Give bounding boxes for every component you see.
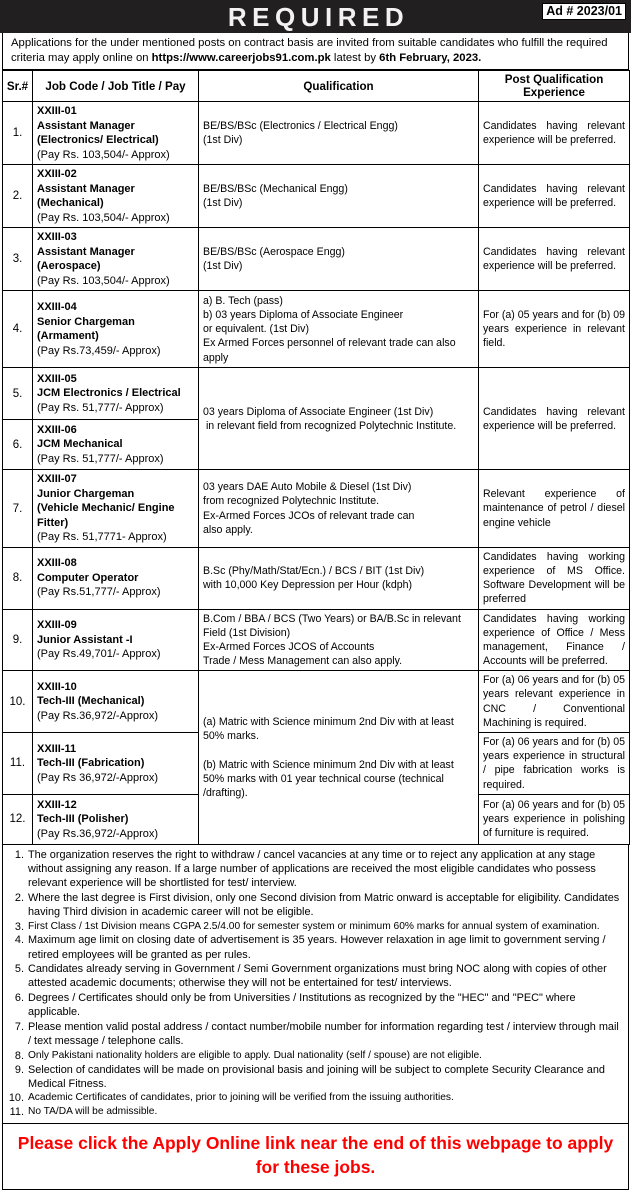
note-item — [6, 920, 623, 933]
header-band — [0, 0, 631, 33]
note-text: Academic Certificates of candidates, prior to joining will be verified from the issuing authorities. — [28, 1092, 454, 1104]
job-pay: (Pay Rs. 51,777/- Approx) — [37, 452, 164, 465]
note-number: 8. — [14, 1049, 24, 1062]
job-title: Computer Operator — [37, 571, 139, 584]
note-number: 1. — [14, 848, 24, 861]
job-subtitle: (Aerospace) — [37, 260, 101, 273]
table-row — [3, 291, 630, 368]
qualification-cell: (a) Matric with Science minimum 2nd Div with at least 50% marks. (b) Matric with Science minimum 2nd Div with at least 50% marks with 01 year technical course (technical /drafting). — [199, 671, 479, 845]
apply-online-notice: Please click the Apply Online link near the end of this webpage to apply for these jobs. — [17, 1132, 614, 1177]
column-header-experience: Post Qualification Experience — [479, 71, 630, 102]
note-item — [6, 1063, 623, 1091]
note-text: First Class / 1st Division means CGPA 2.5/4.00 for semester system or minimum 60% marks for annual system of examination. — [28, 920, 600, 932]
job-code: XXIII-07 — [37, 473, 77, 486]
qualification-cell: BE/BS/BSc (Mechanical Engg) (1st Div) — [199, 165, 479, 228]
job-title: Senior Chargeman — [37, 315, 135, 328]
row-serial-number: 12. — [3, 794, 33, 844]
job-code: XXIII-03 — [37, 231, 77, 244]
job-pay: (Pay Rs. 103,504/- Approx) — [37, 148, 170, 161]
job-code: XXIII-01 — [37, 105, 77, 118]
job-pay: (Pay Rs.73,459/- Approx) — [37, 344, 161, 357]
table-row — [3, 165, 630, 228]
job-cell — [33, 470, 199, 548]
job-cell — [33, 420, 199, 470]
job-cell — [33, 228, 199, 291]
jobs-table — [2, 70, 630, 845]
job-title: Assistant Manager — [37, 119, 135, 132]
job-title: JCM Electronics / Electrical — [37, 387, 181, 400]
intro-paragraph — [11, 36, 622, 66]
job-cell — [33, 368, 199, 420]
job-code: XXIII-05 — [37, 372, 77, 385]
qualification-cell: B.Com / BBA / BCS (Two Years) or BA/B.Sc in relevant Field (1st Division) Ex-Armed Forces JCOS of Accounts Trade / Mess Management can also apply. — [199, 609, 479, 671]
note-text: No TA/DA will be admissible. — [28, 1106, 158, 1118]
job-cell — [33, 671, 199, 733]
job-subtitle: (Mechanical) — [37, 197, 104, 210]
job-title: JCM Mechanical — [37, 438, 123, 451]
experience-cell: Candidates having working experience of MS Office. Software Development will be preferred — [479, 547, 630, 609]
note-text: Candidates already serving in Government / Semi Government organizations must bring NOC along with copies of other attested academic documents; otherwise they will not be entertained for test/ interviews. — [28, 963, 607, 990]
note-number: 4. — [14, 934, 24, 947]
row-serial-number: 6. — [3, 420, 33, 470]
column-header-job: Job Code / Job Title / Pay — [33, 71, 199, 102]
table-row — [3, 228, 630, 291]
table-row — [3, 609, 630, 671]
note-number: 3. — [14, 920, 24, 933]
job-pay: (Pay Rs 36,972/-Approx) — [37, 771, 159, 784]
note-item — [6, 1091, 623, 1104]
table-row — [3, 547, 630, 609]
job-title: Junior Assistant -I — [37, 633, 133, 646]
job-code: XXIII-06 — [37, 423, 77, 436]
job-cell — [33, 794, 199, 844]
job-title: Tech-III (Polisher) — [37, 813, 129, 826]
note-item — [6, 991, 623, 1019]
job-cell — [33, 609, 199, 671]
job-code: XXIII-09 — [37, 619, 77, 632]
note-item — [6, 848, 623, 891]
table-row — [3, 671, 630, 733]
note-item — [6, 933, 623, 961]
note-number: 6. — [14, 992, 24, 1005]
intro-text-part2: latest by — [330, 52, 380, 65]
job-code: XXIII-11 — [37, 742, 77, 755]
note-item — [6, 962, 623, 990]
note-number: 9. — [14, 1063, 24, 1076]
experience-cell: For (a) 06 years and for (b) 05 years experience in structural / pipe fabrication works is required. — [479, 733, 630, 795]
row-serial-number: 9. — [3, 609, 33, 671]
job-pay: (Pay Rs.51,777/- Approx) — [37, 586, 161, 599]
column-header-sr: Sr.# — [3, 71, 33, 102]
note-text: Please mention valid postal address / contact number/mobile number for information regarding test / interview through mail / text message / telephone calls. — [28, 1020, 619, 1048]
apply-url[interactable]: https://www.careerjobs91.com.pk — [151, 52, 331, 65]
experience-cell: Relevant experience of maintenance of petrol / diesel engine vehicle — [479, 470, 630, 548]
notes-list — [6, 848, 623, 1119]
job-cell — [33, 102, 199, 165]
ad-number-badge: Ad # 2023/01 — [542, 3, 626, 20]
job-title: Assistant Manager — [37, 182, 135, 195]
job-title: Tech-III (Mechanical) — [37, 695, 145, 708]
intro-box — [2, 33, 629, 70]
note-number: 11. — [9, 1106, 24, 1119]
qualification-cell: B.Sc (Phy/Math/Stat/Ecn.) / BCS / BIT (1st Div) with 10,000 Key Depression per Hour (kdph) — [199, 547, 479, 609]
note-number: 5. — [14, 963, 24, 976]
note-number: 7. — [14, 1020, 24, 1033]
experience-cell: For (a) 05 years and for (b) 09 years experience in relevant field. — [479, 291, 630, 368]
job-title: Assistant Manager — [37, 245, 135, 258]
job-pay: (Pay Rs. 51,7771- Approx) — [37, 531, 167, 544]
table-row — [3, 470, 630, 548]
row-serial-number: 7. — [3, 470, 33, 548]
row-serial-number: 4. — [3, 291, 33, 368]
row-serial-number: 10. — [3, 671, 33, 733]
job-subtitle: (Armament) — [37, 330, 99, 343]
row-serial-number: 3. — [3, 228, 33, 291]
qualification-cell: 03 years DAE Auto Mobile & Diesel (1st Div) from recognized Polytechnic Institute. Ex-Armed Forces JCOs of relevant trade can also apply. — [199, 470, 479, 548]
table-row — [3, 102, 630, 165]
note-item — [6, 1049, 623, 1062]
job-code: XXIII-04 — [37, 301, 77, 314]
job-subtitle: (Electronics/ Electrical) — [37, 134, 159, 147]
job-cell — [33, 733, 199, 795]
row-serial-number: 8. — [3, 547, 33, 609]
column-header-qualification: Qualification — [199, 71, 479, 102]
job-code: XXIII-10 — [37, 680, 77, 693]
note-text: Maximum age limit on closing date of advertisement is 35 years. However relaxation in age limit to government serving / retired employees will be granted as per rules. — [28, 934, 606, 961]
note-text: Only Pakistani nationality holders are eligible to apply. Dual nationality (self / spouse) are not eligible. — [28, 1049, 482, 1061]
job-pay: (Pay Rs. 51,777/- Approx) — [37, 401, 164, 414]
row-serial-number: 2. — [3, 165, 33, 228]
job-title: Tech-III (Fabrication) — [37, 757, 145, 770]
job-code: XXIII-08 — [37, 557, 77, 570]
job-cell — [33, 547, 199, 609]
page-title: REQUIRED — [227, 1, 410, 32]
experience-cell: Candidates having relevant experience will be preferred. — [479, 368, 630, 470]
experience-cell: Candidates having working experience of Office / Mess management, Finance / Accounts will be preferred. — [479, 609, 630, 671]
job-pay: (Pay Rs.49,701/- Approx) — [37, 648, 161, 661]
job-code: XXIII-12 — [37, 798, 77, 811]
intro-text-part1: Applications for the under mentioned posts on contract basis are invited from suitable candidates who fulfill the required criteria may apply online on — [11, 37, 608, 65]
qualification-cell: a) B. Tech (pass) b) 03 years Diploma of Associate Engineer or equivalent. (1st Div) Ex Armed Forces personnel of relevant trade can also apply — [199, 291, 479, 368]
note-item — [6, 1020, 623, 1048]
experience-cell: For (a) 06 years and for (b) 05 years relevant experience in CNC / Conventional Machining is required. — [479, 671, 630, 733]
job-pay: (Pay Rs. 103,504/- Approx) — [37, 211, 170, 224]
qualification-cell: BE/BS/BSc (Aerospace Engg) (1st Div) — [199, 228, 479, 291]
experience-cell: Candidates having relevant experience will be preferred. — [479, 228, 630, 291]
experience-cell: Candidates having relevant experience will be preferred. — [479, 165, 630, 228]
experience-cell: Candidates having relevant experience will be preferred. — [479, 102, 630, 165]
notes-box — [2, 845, 629, 1124]
table-row — [3, 368, 630, 420]
note-number: 2. — [14, 891, 24, 904]
row-serial-number: 11. — [3, 733, 33, 795]
row-serial-number: 1. — [3, 102, 33, 165]
footer-box — [2, 1124, 629, 1190]
job-pay: (Pay Rs.36,972/-Approx) — [37, 827, 159, 840]
note-item — [6, 1105, 623, 1118]
table-header-row — [3, 71, 630, 102]
note-text: Degrees / Certificates should only be from Universities / Institutions as recognized by the "HEC" and "PEC" where applicable. — [28, 992, 576, 1019]
job-pay: (Pay Rs.36,972/-Approx) — [37, 709, 159, 722]
job-cell — [33, 165, 199, 228]
job-code: XXIII-02 — [37, 168, 77, 181]
note-number: 10. — [8, 1092, 24, 1105]
jobs-table-wrapper — [2, 70, 629, 845]
note-text: The organization reserves the right to withdraw / cancel vacancies at any time or to reject any application at any stage without assigning any reason. If a large number of applications are received the most eligible candidates who possess relevant experience will be shortlisted for test/ interview. — [28, 848, 596, 890]
qualification-cell: BE/BS/BSc (Electronics / Electrical Engg) (1st Div) — [199, 102, 479, 165]
experience-cell: For (a) 06 years and for (b) 05 years experience in polishing of furniture is required. — [479, 794, 630, 844]
job-title: Junior Chargeman — [37, 487, 135, 500]
note-text: Where the last degree is First division, only one Second division from Matric onward is acceptable for eligibility. Candidates having Third division in academic career will not be eligible. — [28, 891, 620, 918]
job-pay: (Pay Rs. 103,504/- Approx) — [37, 274, 170, 287]
qualification-cell: 03 years Diploma of Associate Engineer (1st Div) in relevant field from recognized Polytechnic Institute. — [199, 368, 479, 470]
job-subtitle: (Vehicle Mechanic/ Engine Fitter) — [37, 502, 175, 529]
row-serial-number: 5. — [3, 368, 33, 420]
job-cell — [33, 291, 199, 368]
note-text: Selection of candidates will be made on provisional basis and joining will be subject to complete Security Clearance and Medical Fitness. — [28, 1063, 605, 1090]
note-item — [6, 891, 623, 919]
deadline-date: 6th February, 2023. — [379, 52, 482, 65]
